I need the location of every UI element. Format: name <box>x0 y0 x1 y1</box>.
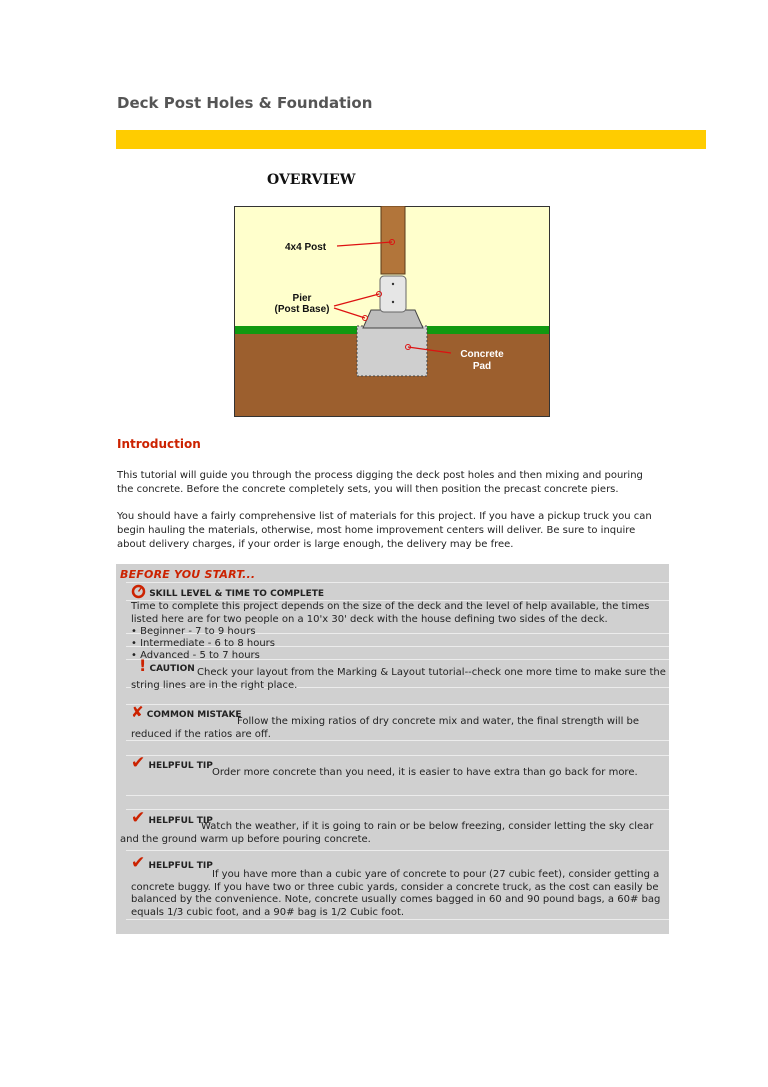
pad-label-line2: Pad <box>472 361 492 372</box>
caution-text: Check your layout from the Marking & Layout tutorial--check one more time to make sure the string lines are in the right place. <box>131 667 666 691</box>
post-label: 4x4 Post <box>285 242 327 253</box>
caution-label: CAUTION <box>149 664 195 674</box>
helpful-tip-3-text: If you have more than a cubic yare of concrete to pour (27 cubic feet), consider getting a concrete buggy. If you have two or three cubic yards, consider a concrete truck, as the cost can easily be balanced by the convenience. Note, concrete usually comes bagged in 60 and 90 pound bags, a 60# bag equals 1/3 cubic foot, and a 90# bag is 1/2 Cubic foot. <box>131 869 661 918</box>
skill-level-label: SKILL LEVEL & TIME TO COMPLETE <box>149 589 325 599</box>
caution-icon: ! <box>139 656 147 675</box>
overview-heading: OVERVIEW <box>267 172 356 188</box>
helpful-tip-2-label: HELPFUL TIP <box>148 816 213 826</box>
pier-label-line2: (Post Base) <box>274 304 330 315</box>
intro-paragraph-2: You should have a fairly comprehensive list of materials for this project. If you have a pickup truck you can begin hauling the materials, otherwise, most home improvement centers will deliver. Be sure to inquire about delivery charges, if your order is large enough, the delivery may be free. <box>117 511 652 550</box>
checkmark-icon: ✔ <box>131 808 146 828</box>
mistake-x-icon: ✘ <box>131 703 144 721</box>
intro-paragraph-1: This tutorial will guide you through the process digging the deck post holes and then mixing and pouring the concrete. Before the concrete completely sets, you will then position the precast concrete piers. <box>117 470 643 495</box>
title-accent-bar <box>116 130 706 149</box>
deck-post-diagram <box>234 206 550 417</box>
level-advanced: • Advanced - 5 to 7 hours <box>131 650 260 661</box>
helpful-tip-1-label: HELPFUL TIP <box>148 761 213 771</box>
intro-heading: Introduction <box>117 437 201 451</box>
pier-base <box>363 310 423 328</box>
before-you-start-heading: BEFORE YOU START... <box>120 568 256 581</box>
helpful-tip-3-label: HELPFUL TIP <box>148 861 213 871</box>
checkmark-icon: ✔ <box>131 853 146 873</box>
checkmark-icon: ✔ <box>131 753 146 773</box>
level-intermediate: • Intermediate - 6 to 8 hours <box>131 638 275 649</box>
common-mistake-label: COMMON MISTAKE <box>146 710 242 720</box>
pier-label-line1: Pier <box>292 293 312 304</box>
before-you-start-panel <box>116 564 669 934</box>
helpful-tip-2-text: Watch the weather, if it is going to rain or be below freezing, consider letting the sky clear and the ground warm up before pouring concrete. <box>120 821 654 845</box>
clock-icon <box>131 584 146 599</box>
skill-level-label-row <box>131 584 666 601</box>
pier-bracket <box>380 276 406 312</box>
concrete-pad <box>357 326 427 376</box>
level-beginner: • Beginner - 7 to 9 hours <box>131 626 256 637</box>
pad-label-line1: Concrete <box>460 349 504 360</box>
skill-text: Time to complete this project depends on the size of the deck and the level of help available, the times listed here are for two people on a 10'x 30' deck with the house defining two sides of the deck. <box>131 601 650 625</box>
helpful-tip-1-text: Order more concrete than you need, it is easier to have extra than go back for more. <box>212 767 638 778</box>
common-mistake-text: Follow the mixing ratios of dry concrete mix and water, the final strength will be reduced if the ratios are off. <box>131 716 640 740</box>
page-title: Deck Post Holes & Foundation <box>117 94 373 112</box>
